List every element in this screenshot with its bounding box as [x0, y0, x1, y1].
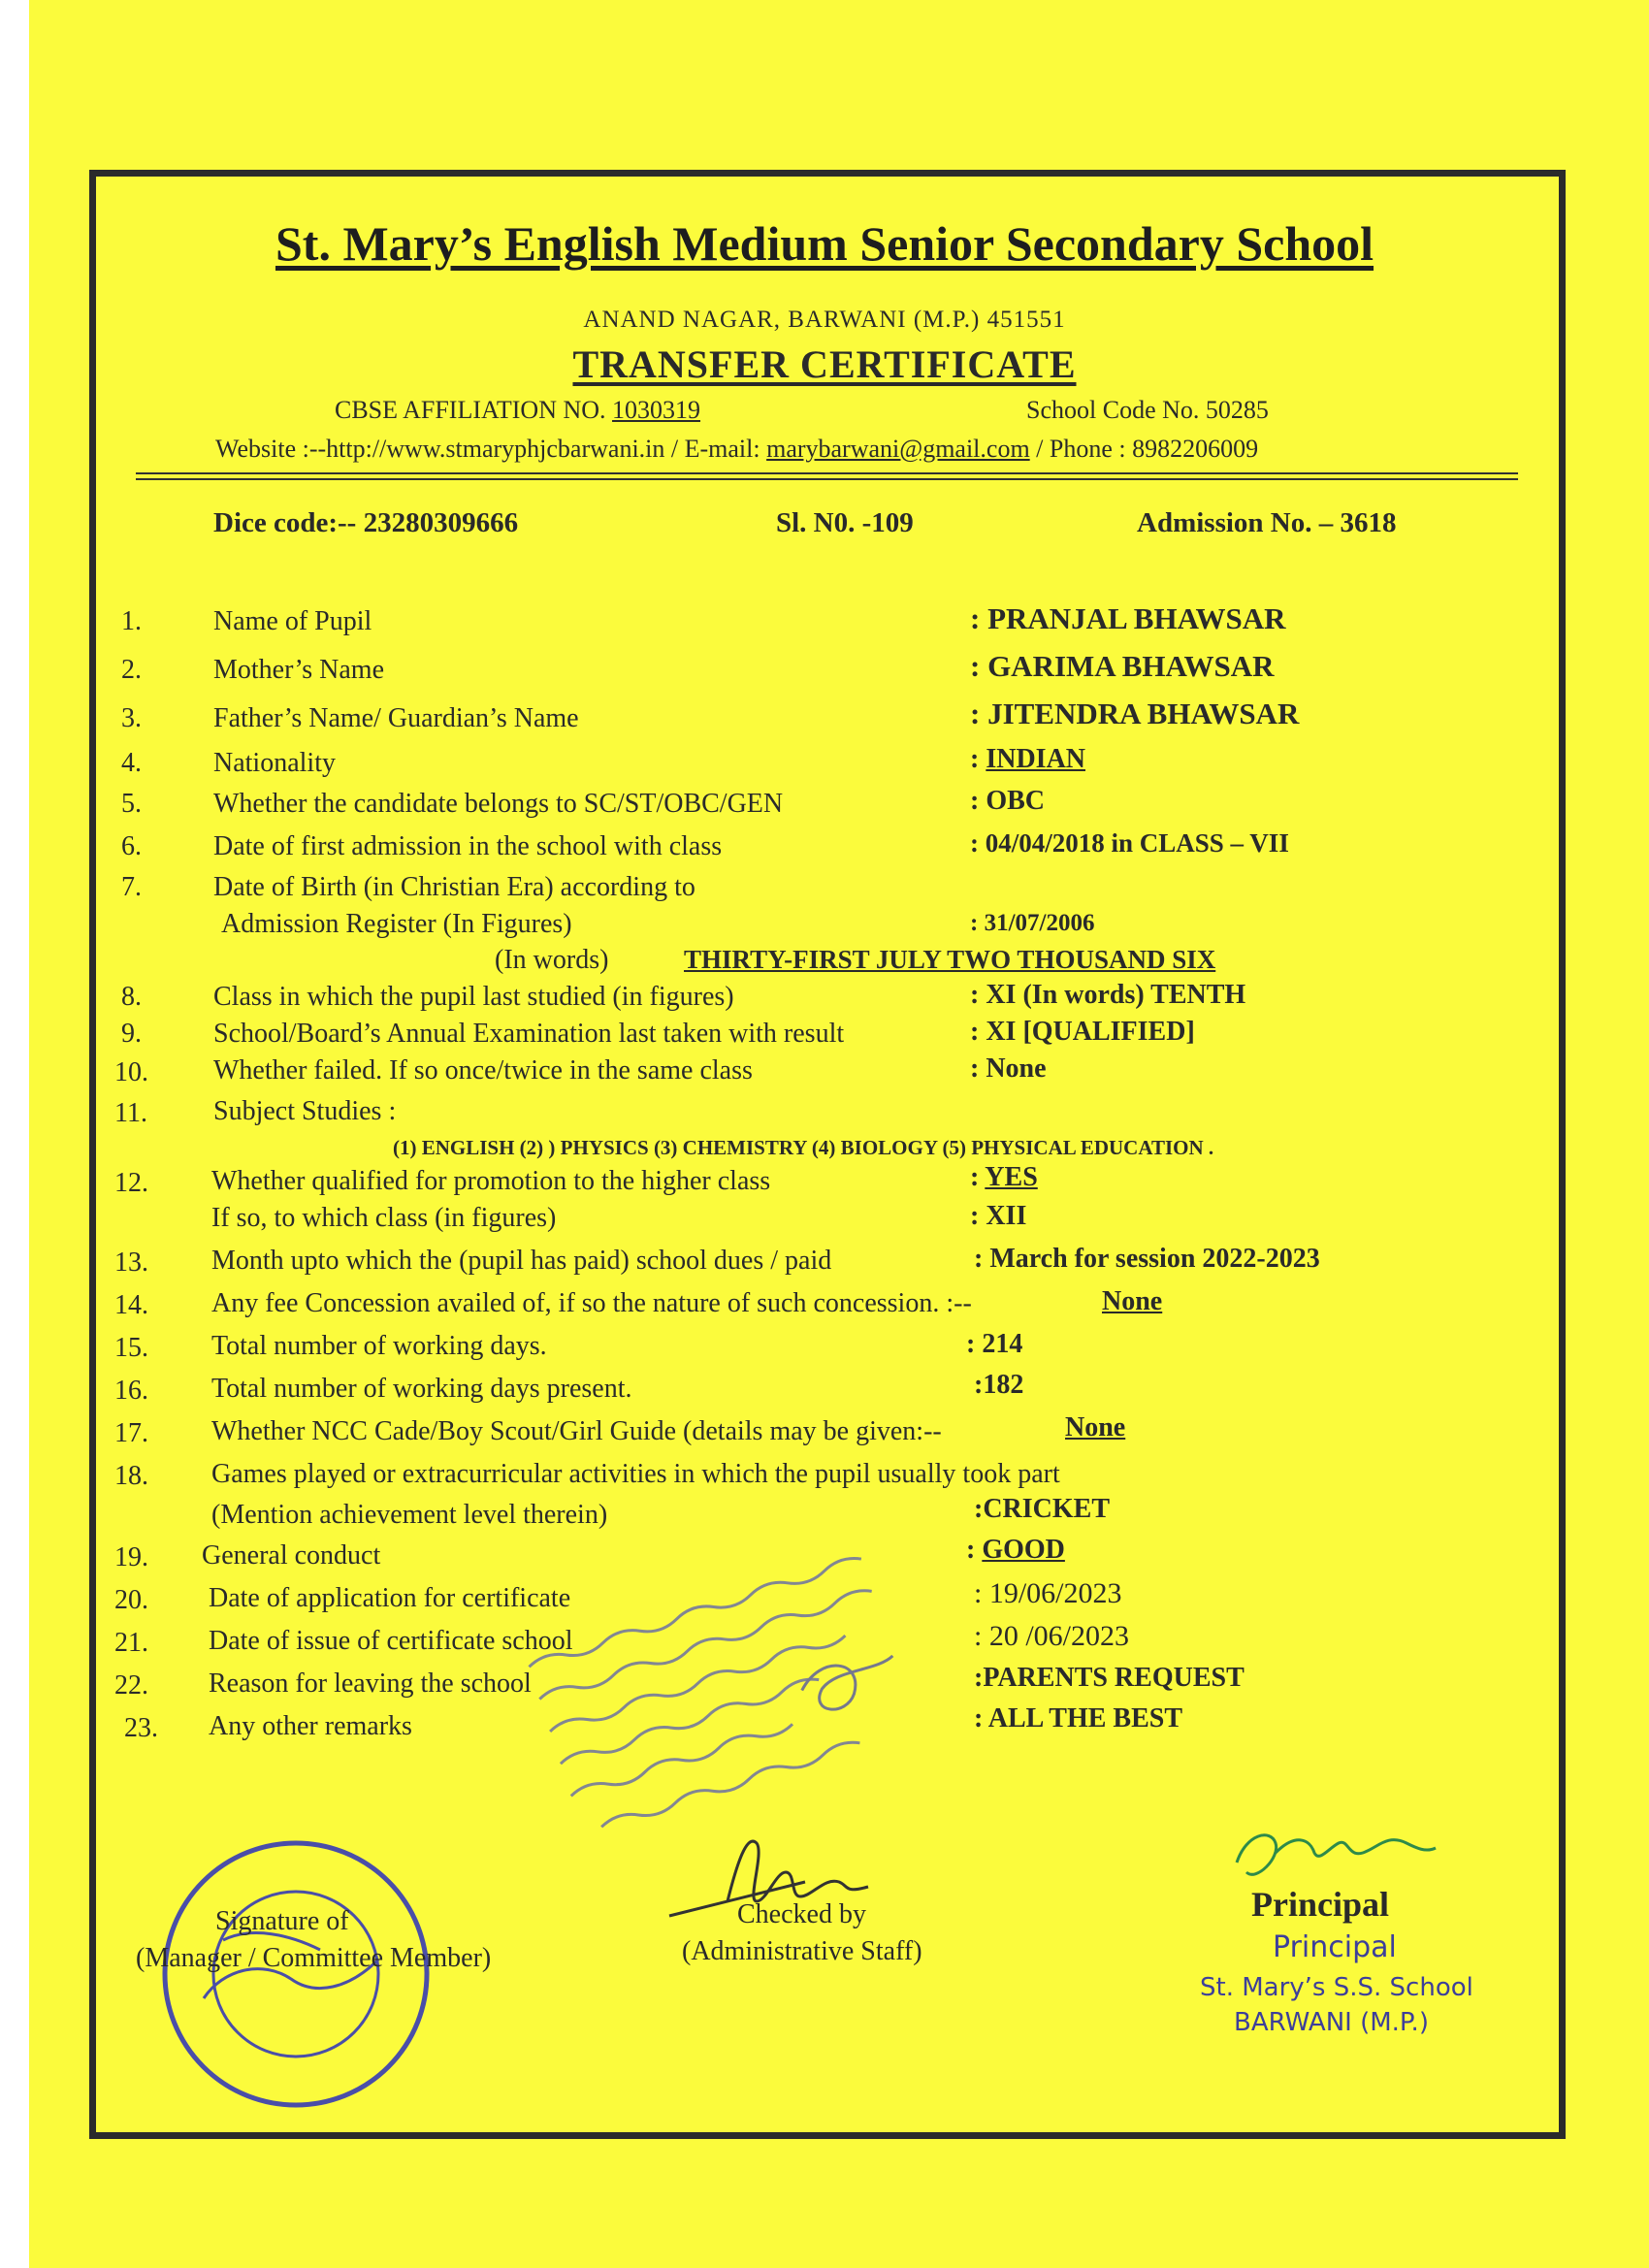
item-number: 8.	[121, 982, 142, 1012]
item-number: 23.	[124, 1713, 158, 1743]
item-value: :CRICKET	[974, 1494, 1111, 1524]
item-value: : None	[970, 1053, 1047, 1084]
item-number: 21.	[114, 1628, 148, 1658]
item-value: : OBC	[970, 786, 1045, 816]
item-number: 5.	[121, 789, 142, 819]
item-label: Whether qualified for promotion to the higher class	[211, 1166, 771, 1196]
item-value: : XI [QUALIFIED]	[970, 1017, 1195, 1047]
staff-signature-label: Checked by	[737, 1899, 866, 1929]
admission-number: Admission No. – 3618	[1137, 507, 1397, 538]
item-number: 13.	[114, 1247, 148, 1278]
item-label: Total number of working days.	[211, 1331, 547, 1361]
item-value: : 31/07/2006	[970, 910, 1095, 936]
manager-signature-label: Signature of	[215, 1906, 349, 1936]
item-value: None	[1065, 1412, 1126, 1442]
item-number: 10.	[114, 1057, 148, 1087]
item-value: : March for session 2022-2023	[974, 1244, 1320, 1274]
item-label: Date of Birth (in Christian Era) according to	[213, 872, 695, 902]
item-number: 18.	[114, 1461, 148, 1491]
item-label: Whether NCC Cade/Boy Scout/Girl Guide (details may be given:--	[211, 1416, 942, 1446]
item-value: :PARENTS REQUEST	[974, 1663, 1245, 1693]
item-label: Whether failed. If so once/twice in the same class	[213, 1055, 753, 1085]
item-value: :182	[974, 1370, 1024, 1400]
item-label: Month upto which the (pupil has paid) school dues / paid	[211, 1246, 832, 1276]
item-number: 12.	[114, 1168, 148, 1198]
item-label: General conduct	[202, 1540, 381, 1571]
item-number: 6.	[121, 831, 142, 861]
item-label-2: (Mention achievement level therein)	[211, 1500, 608, 1530]
affiliation-number: 1030319	[612, 396, 701, 424]
item-label: Class in which the pupil last studied (in figures)	[213, 982, 734, 1012]
item-label: Total number of working days present.	[211, 1374, 632, 1404]
staff-signature-role: (Administrative Staff)	[682, 1936, 922, 1966]
item-label: School/Board’s Annual Examination last taken with result	[213, 1019, 845, 1049]
item-number: 19.	[114, 1542, 148, 1572]
school-address: ANAND NAGAR, BARWANI (M.P.) 451551	[583, 307, 1066, 333]
item-value-2: : XII	[970, 1201, 1027, 1231]
document-title: TRANSFER CERTIFICATE	[572, 342, 1077, 386]
item-value: : INDIAN	[970, 744, 1086, 774]
item-value: : GOOD	[966, 1535, 1065, 1565]
words-value: THIRTY-FIRST JULY TWO THOUSAND SIX	[684, 945, 1216, 974]
item-value: : GARIMA BHAWSAR	[970, 649, 1275, 683]
principal-stamp-line2: St. Mary’s S.S. School	[1200, 1973, 1473, 2002]
item-number: 20.	[114, 1585, 148, 1615]
principal-stamp-line1: Principal	[1273, 1930, 1397, 1964]
contact-line: Website :--http://www.stmaryphjcbarwani.in / E-mail: marybarwani@gmail.com / Phone : 8982206009	[215, 435, 1259, 463]
item-value: : 19/06/2023	[974, 1577, 1122, 1609]
item-value: : 214	[966, 1329, 1023, 1359]
item-value: : 04/04/2018 in CLASS – VII	[970, 828, 1289, 858]
item-label: Mother’s Name	[213, 655, 384, 685]
header-rule-2	[136, 478, 1518, 480]
item-number: 2.	[121, 655, 142, 685]
serial-number: Sl. N0. -109	[776, 507, 914, 538]
item-number: 7.	[121, 872, 142, 902]
item-value: : YES	[970, 1162, 1038, 1192]
item-value: None	[1102, 1286, 1163, 1316]
item-value: : 20 /06/2023	[974, 1620, 1130, 1652]
item-label: Name of Pupil	[213, 606, 372, 636]
board-stamp	[504, 1513, 1048, 1833]
item-label: Reason for leaving the school	[209, 1669, 532, 1699]
item-label-2: Admission Register (In Figures)	[221, 909, 572, 939]
item-label: Whether the candidate belongs to SC/ST/OBC/GEN	[213, 789, 784, 819]
item-value: : XI (In words) TENTH	[970, 980, 1246, 1010]
item-number: 4.	[121, 748, 142, 778]
item-number: 14.	[114, 1290, 148, 1320]
item-number: 9.	[121, 1019, 142, 1049]
item-number: 11.	[114, 1098, 147, 1128]
item-label: Date of issue of certificate school	[209, 1626, 573, 1656]
item-label: Games played or extracurricular activities in which the pupil usually took part	[211, 1459, 1060, 1489]
school-seal	[146, 1824, 446, 2124]
principal-title: Principal	[1251, 1885, 1389, 1924]
item-label: Subject Studies :	[213, 1096, 397, 1126]
principal-signature	[1217, 1814, 1450, 1892]
manager-signature-role: (Manager / Committee Member)	[136, 1943, 492, 1973]
item-value: : ALL THE BEST	[974, 1703, 1183, 1733]
item-number: 15.	[114, 1333, 148, 1363]
affiliation: CBSE AFFILIATION NO. 1030319	[335, 396, 701, 424]
item-value: : JITENDRA BHAWSAR	[970, 697, 1300, 730]
item-label-2: If so, to which class (in figures)	[211, 1203, 557, 1233]
item-number: 3.	[121, 703, 142, 733]
item-value: : PRANJAL BHAWSAR	[970, 601, 1286, 635]
item-number: 17.	[114, 1418, 148, 1448]
item-label: Father’s Name/ Guardian’s Name	[213, 703, 579, 733]
school-code: School Code No. 50285	[1026, 396, 1269, 424]
item-number: 1.	[121, 606, 142, 636]
item-label: Date of first admission in the school with class	[213, 831, 723, 861]
header-rule	[136, 472, 1518, 474]
item-number: 22.	[114, 1670, 148, 1701]
principal-stamp-line3: BARWANI (M.P.)	[1234, 2008, 1429, 2037]
item-label: Date of application for certificate	[209, 1583, 571, 1613]
email-link[interactable]: marybarwani@gmail.com	[766, 435, 1030, 463]
words-label: (In words)	[495, 945, 609, 975]
dice-code: Dice code:-- 23280309666	[213, 507, 519, 538]
item-label: Nationality	[213, 748, 336, 778]
item-number: 16.	[114, 1376, 148, 1406]
school-name: St. Mary’s English Medium Senior Secondary School	[275, 216, 1374, 271]
item-label: Any other remarks	[209, 1711, 412, 1741]
subjects-list: (1) ENGLISH (2) ) PHYSICS (3) CHEMISTRY (4) BIOLOGY (5) PHYSICAL EDUCATION .	[393, 1136, 1214, 1159]
item-label: Any fee Concession availed of, if so the nature of such concession. :--	[211, 1288, 972, 1318]
